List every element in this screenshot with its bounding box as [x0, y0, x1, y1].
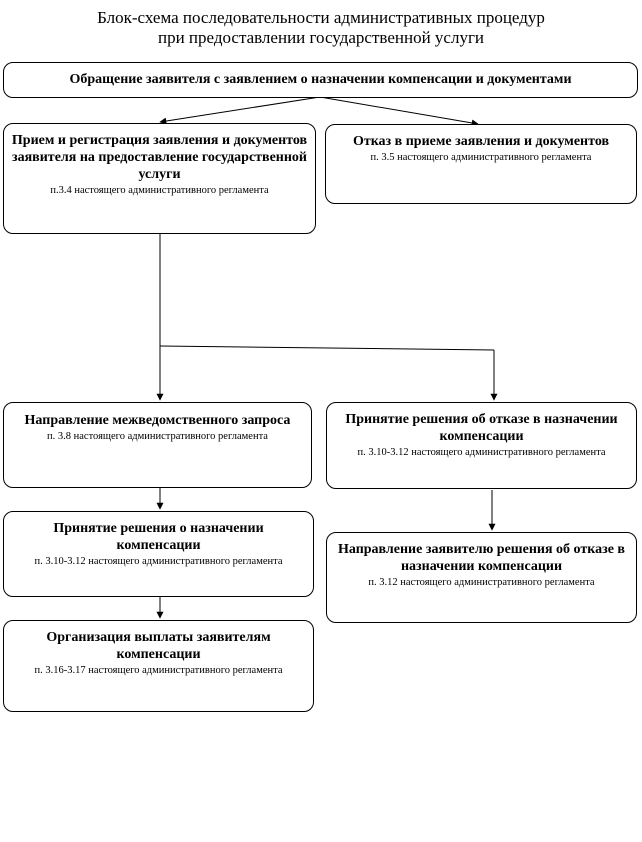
node-decision-grant — [3, 511, 314, 597]
node-refusal-accept-reference: п. 3.5 настоящего административного регламента — [370, 152, 592, 163]
node-interagency-request-heading: Направление межведомственного запроса — [24, 413, 291, 428]
node-notify-refusal-reference: п. 3.12 настоящего административного регламента — [368, 577, 595, 588]
node-notify-refusal — [326, 532, 637, 623]
node-interagency-request — [3, 402, 312, 488]
diagram-title-line-2: при предоставлении государственной услуги — [157, 28, 485, 47]
node-decision-grant-reference: п. 3.10-3.12 настоящего административного регламента — [34, 556, 283, 567]
node-registration-heading: Прием и регистрация заявления и документов заявителя на предоставление государственной услуги — [11, 133, 308, 182]
node-payment-heading: Организация выплаты заявителям компенсации — [46, 630, 271, 662]
edge-start-to-refusal-accept — [320, 97, 478, 124]
node-decision-grant-heading: Принятие решения о назначении компенсации — [53, 521, 264, 553]
node-payment-reference: п. 3.16-3.17 настоящего административного регламента — [34, 665, 283, 676]
node-notify-refusal-heading: Направление заявителю решения об отказе в назначении компенсации — [337, 542, 625, 574]
node-start-heading: Обращение заявителя с заявлением о назначении компенсации и документами — [69, 72, 572, 87]
node-refusal-accept — [325, 124, 637, 204]
node-registration — [3, 123, 316, 234]
node-payment — [3, 620, 314, 712]
diagram-title-line-1: Блок-схема последовательности административных процедур — [97, 8, 545, 27]
edge-start-to-registration — [160, 97, 320, 122]
node-registration-reference: п.3.4 настоящего административного регламента — [50, 185, 269, 196]
node-start — [3, 62, 638, 98]
node-interagency-request-reference: п. 3.8 настоящего административного регламента — [47, 431, 268, 442]
edge-branch-horizontal — [160, 346, 494, 350]
node-decision-refusal — [326, 402, 637, 489]
node-decision-refusal-heading: Принятие решения об отказе в назначении компенсации — [345, 412, 618, 444]
node-decision-refusal-reference: п. 3.10-3.12 настоящего административного регламента — [357, 447, 606, 458]
node-refusal-accept-heading: Отказ в приеме заявления и документов — [352, 134, 610, 149]
